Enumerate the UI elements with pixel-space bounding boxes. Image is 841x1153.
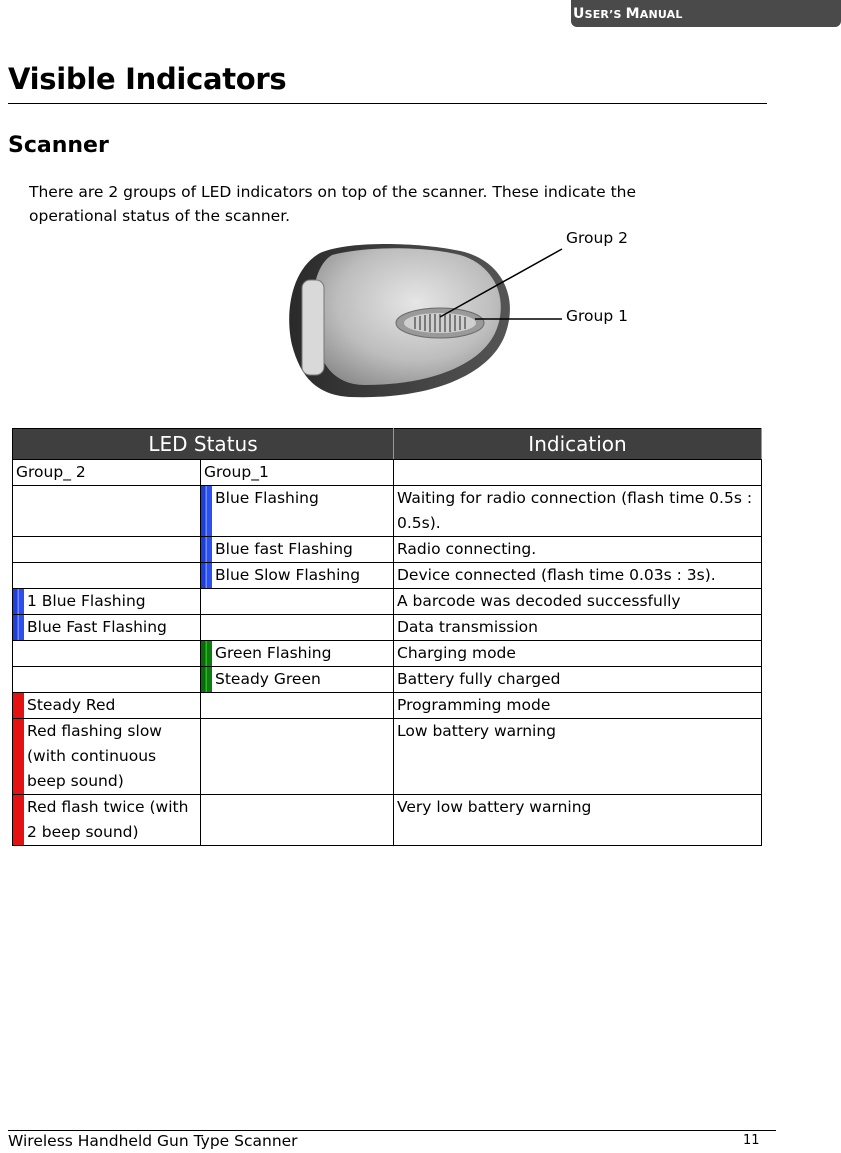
section-heading: Scanner	[8, 133, 109, 158]
cell-text-indication: Charging mode	[397, 644, 516, 662]
cell-indication	[394, 615, 762, 641]
cell-text-indication: Waiting for radio connection (flash time 0.5s : 0.5s).	[397, 489, 753, 532]
cell-text-indication: Device connected (flash time 0.03s : 3s).	[397, 566, 716, 584]
cell-group2	[13, 563, 201, 589]
cell-text-group1: Blue fast Flashing	[215, 540, 353, 558]
table-row	[13, 537, 762, 563]
cell-group1	[201, 795, 394, 846]
cell-indication	[394, 641, 762, 667]
cell-text-group2: Steady Red	[27, 696, 116, 714]
table-header-row	[13, 429, 762, 460]
blue-led-indicator	[201, 486, 212, 536]
table-row	[13, 795, 762, 846]
table-row	[13, 615, 762, 641]
cell-group1	[201, 563, 394, 589]
header-letter-m: M	[625, 6, 640, 22]
cell-indication	[394, 719, 762, 795]
cell-text-indication: Low battery warning	[397, 722, 557, 740]
blue-led-indicator	[201, 563, 212, 588]
cell-text-group2: 1 Blue Flashing	[27, 592, 146, 610]
blue-led-indicator	[201, 537, 212, 562]
cell-text-indication: A barcode was decoded successfully	[397, 592, 681, 610]
manual-header-tab	[571, 0, 841, 27]
title-divider	[8, 103, 767, 104]
cell-text-group1: Blue Flashing	[215, 489, 319, 507]
callout-group2: Group 2	[566, 229, 628, 247]
cell-group2	[13, 795, 201, 846]
header-text-ser: SER	[584, 8, 610, 21]
cell-text-group1: Green Flashing	[215, 644, 332, 662]
cell-group2	[13, 537, 201, 563]
cell-text-indication: Data transmission	[397, 618, 538, 636]
cell-group1	[201, 719, 394, 795]
red-led-indicator	[13, 795, 24, 845]
cell-group2	[13, 667, 201, 693]
cell-group1	[201, 615, 394, 641]
page-title: Visible Indicators	[8, 62, 287, 96]
cell-group1	[201, 693, 394, 719]
led-status-table	[12, 428, 762, 846]
header-indication: Indication	[394, 429, 762, 460]
cell-indication	[394, 486, 762, 537]
cell-text-group1: Blue Slow Flashing	[215, 566, 361, 584]
cell-text-group1: Steady Green	[215, 670, 321, 688]
table-row	[13, 486, 762, 537]
cell-group1	[201, 667, 394, 693]
cell-indication	[394, 563, 762, 589]
cell-indication	[394, 795, 762, 846]
cell-text-indication: Battery fully charged	[397, 670, 561, 688]
cell-group2	[13, 486, 201, 537]
subheader-group1: Group_1	[201, 460, 394, 486]
cell-text-group2: Blue Fast Flashing	[27, 618, 167, 636]
footer-divider	[8, 1130, 776, 1131]
blue-led-indicator	[13, 615, 24, 640]
header-led-status: LED Status	[13, 429, 394, 460]
cell-text-indication: Very low battery warning	[397, 798, 592, 816]
table-row	[13, 719, 762, 795]
table-row	[13, 589, 762, 615]
callout-group1: Group 1	[566, 307, 628, 325]
cell-indication	[394, 667, 762, 693]
cell-group1	[201, 486, 394, 537]
subheader-row	[13, 460, 762, 486]
header-text-anual: ANUAL	[639, 8, 683, 21]
cell-group1	[201, 641, 394, 667]
cell-text-group2: Red flashing slow (with continuous beep sound)	[27, 722, 162, 790]
scanner-window	[302, 280, 324, 375]
table-row	[13, 641, 762, 667]
green-led-indicator	[201, 667, 212, 692]
subheader-empty	[394, 460, 762, 486]
cell-indication	[394, 537, 762, 563]
table-row	[13, 693, 762, 719]
cell-text-indication: Programming mode	[397, 696, 551, 714]
cell-group1	[201, 537, 394, 563]
intro-paragraph: There are 2 groups of LED indicators on top of the scanner. These indicate the operational status of the scanner.	[29, 183, 637, 225]
cell-group2	[13, 641, 201, 667]
table-row	[13, 667, 762, 693]
red-led-indicator	[13, 693, 24, 718]
cell-indication	[394, 693, 762, 719]
cell-group2	[13, 589, 201, 615]
red-led-indicator	[13, 719, 24, 794]
subheader-group2: Group_ 2	[13, 460, 201, 486]
cell-group2	[13, 693, 201, 719]
header-text-apos: ’S	[609, 8, 626, 21]
cell-group2	[13, 719, 201, 795]
cell-text-indication: Radio connecting.	[397, 540, 537, 558]
table-row	[13, 563, 762, 589]
header-letter-u: U	[573, 6, 585, 22]
page-number: 11	[743, 1133, 760, 1148]
blue-led-indicator	[13, 589, 24, 614]
green-led-indicator	[201, 641, 212, 666]
footer-title: Wireless Handheld Gun Type Scanner	[8, 1132, 298, 1150]
cell-indication	[394, 589, 762, 615]
cell-group1	[201, 589, 394, 615]
cell-group2	[13, 615, 201, 641]
cell-text-group2: Red flash twice (with 2 beep sound)	[27, 798, 189, 841]
